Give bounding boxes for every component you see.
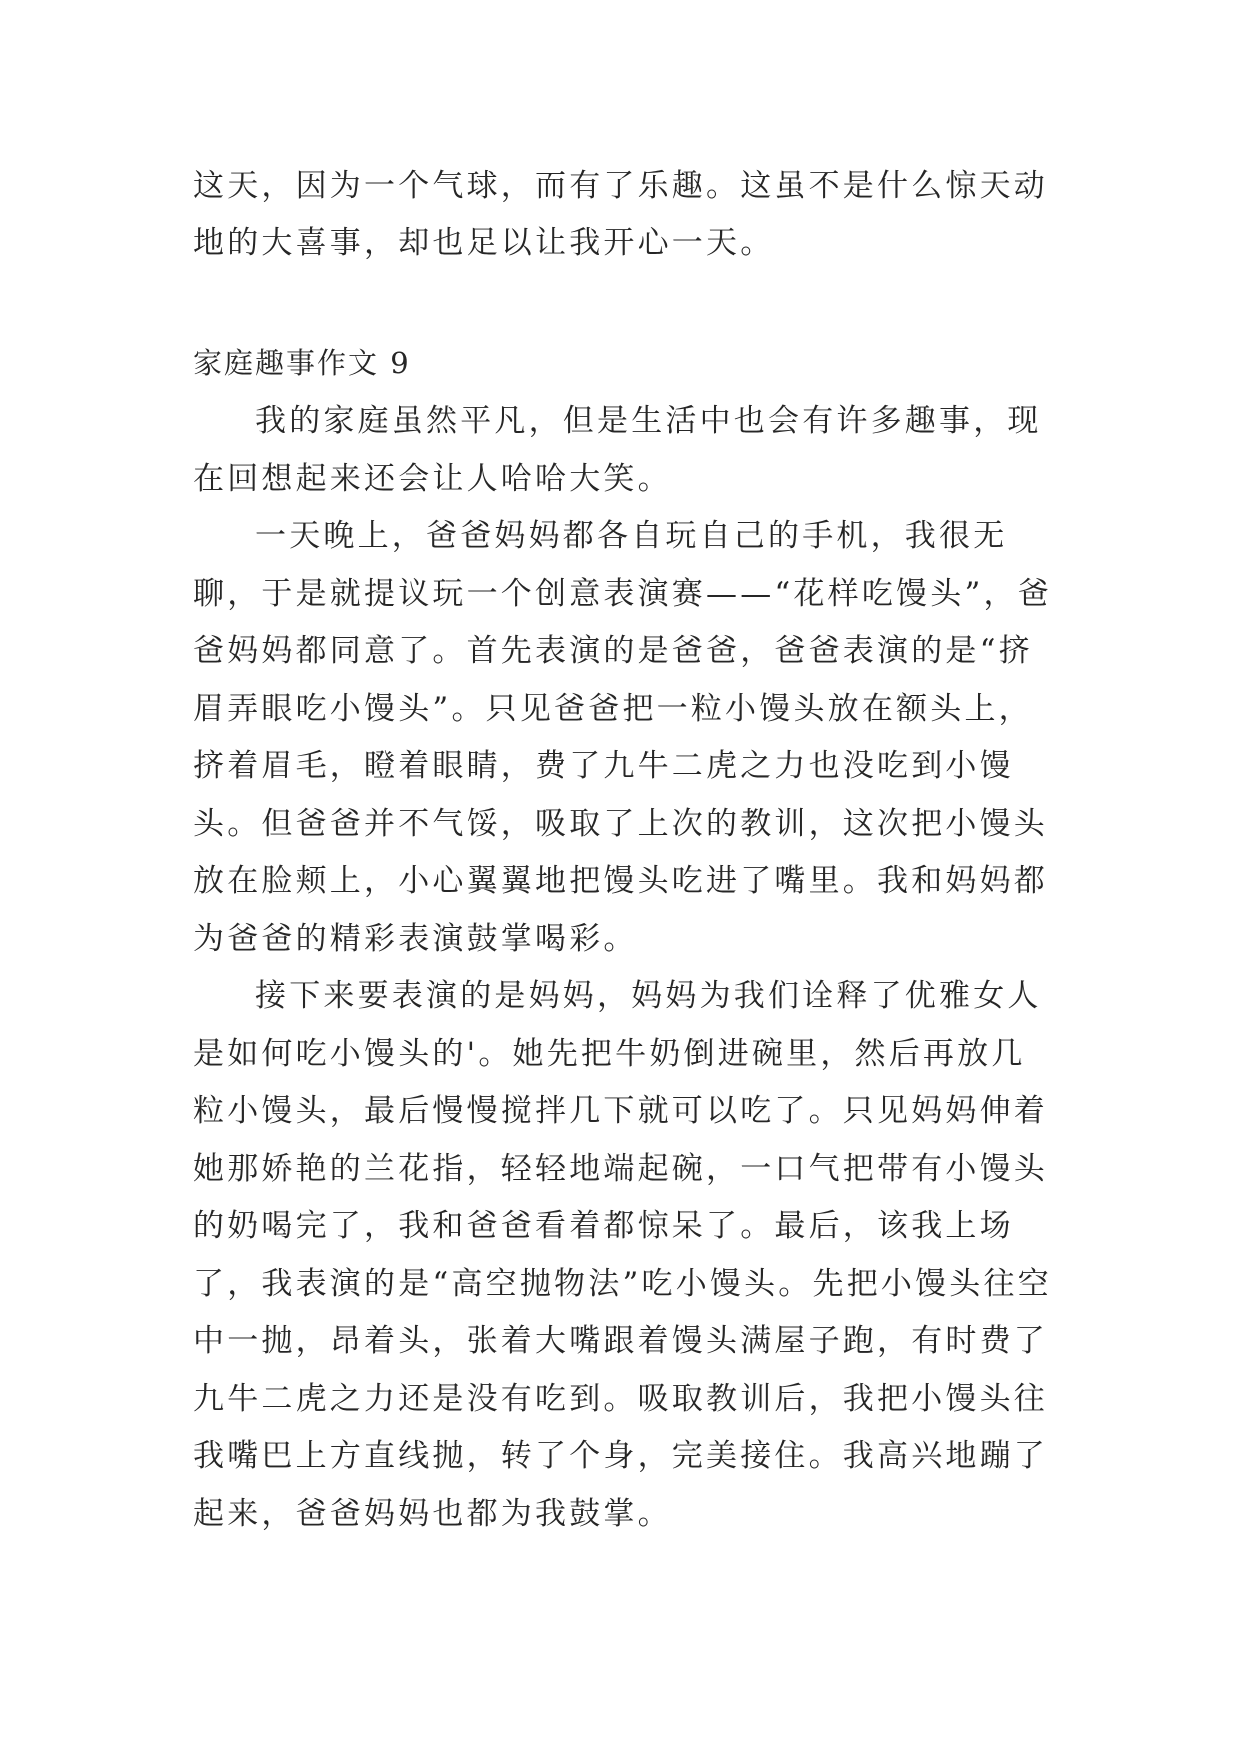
essay-body [193,393,1053,1543]
essay-title: 家庭趣事作文 9 [193,346,411,380]
essay-paragraph-3: 接下来要表演的是妈妈，妈妈为我们诠释了优雅女人是如何吃小馒头的'。她先把牛奶倒进碗里，然后再放几粒小馒头，最后慢慢搅拌几下就可以吃了。只见妈妈伸着她那娇艳的兰花指，轻轻地端起碗，一口气把带有小馒头的奶喝完了，我和爸爸看着都惊呆了。最后，该我上场了，我表演的是“高空抛物法”吃小馒头。先把小馒头往空中一抛，昂着头，张着大嘴跟着馒头满屋子跑，有时费了九牛二虎之力还是没有吃到。吸取教训后，我把小馒头往我嘴巴上方直线抛，转了个身，完美接住。我高兴地蹦了起来，爸爸妈妈也都为我鼓掌。 [193,978,1052,1532]
previous-essay-ending [193,158,1053,272]
essay-paragraph-2: 一天晚上，爸爸妈妈都各自玩自己的手机，我很无聊，于是就提议玩一个创意表演赛——“花样吃馒头”，爸爸妈妈都同意了。首先表演的是爸爸，爸爸表演的是“挤眉弄眼吃小馒头”。只见爸爸把一粒小馒头放在额头上，挤着眉毛，瞪着眼睛，费了九牛二虎之力也没吃到小馒头。但爸爸并不气馁，吸取了上次的教训，这次把小馒头放在脸颊上，小心翼翼地把馒头吃进了嘴里。我和妈妈都为爸爸的精彩表演鼓掌喝彩。 [193,518,1052,957]
essay-paragraph-1: 我的家庭虽然平凡，但是生活中也会有许多趣事，现在回想起来还会让人哈哈大笑。 [193,403,1042,497]
previous-essay-ending-paragraph: 这天，因为一个气球，而有了乐趣。这虽不是什么惊天动地的大喜事，却也足以让我开心一天。 [193,168,1048,261]
